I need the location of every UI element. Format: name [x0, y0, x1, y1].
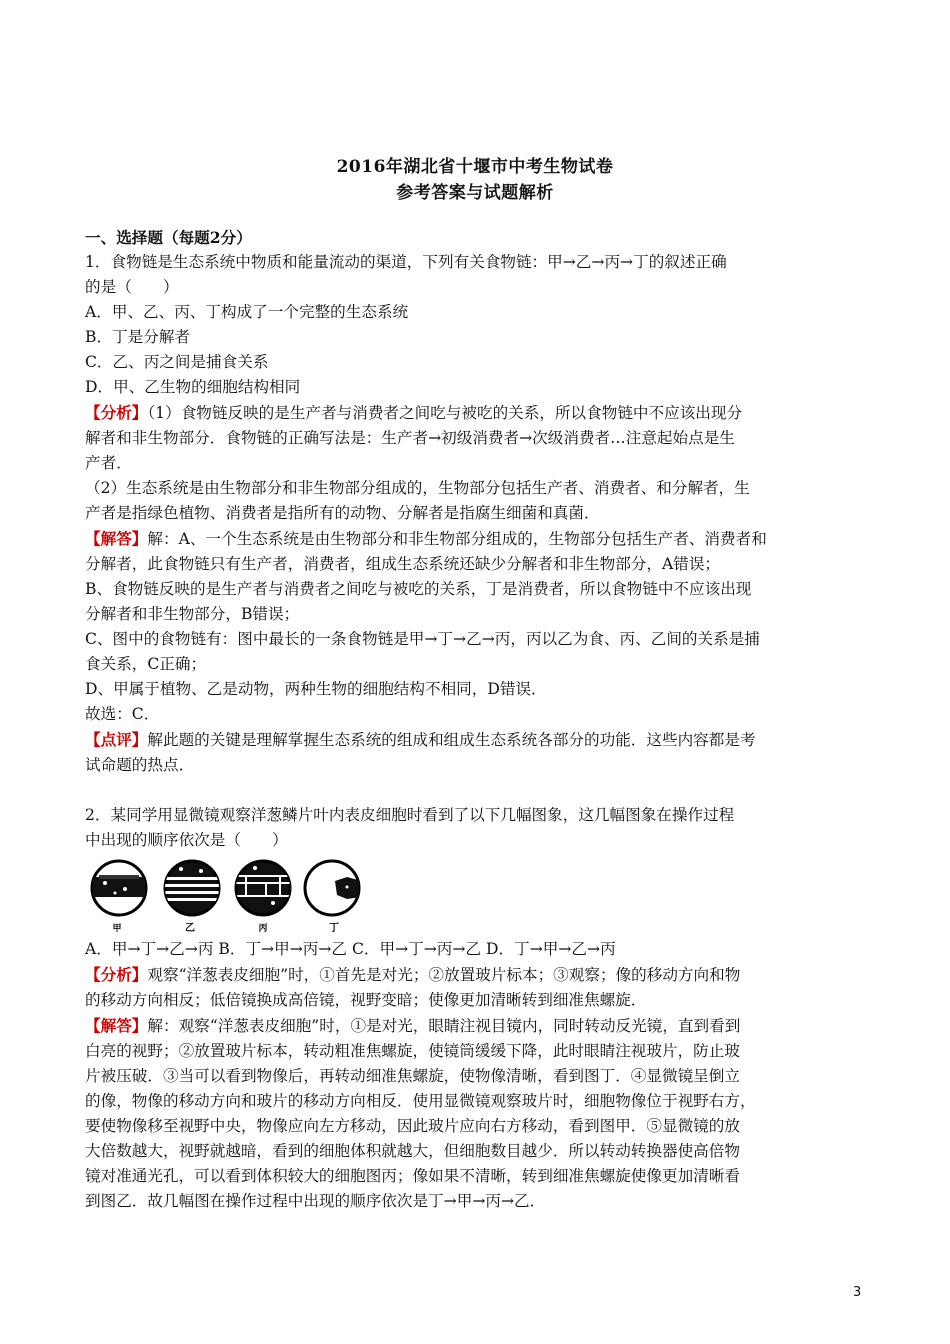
- q1-comment-line-1: 【点评】解此题的关键是理解掌握生态系统的组成和组成生态系统各部分的功能．这些内容都是考: [85, 730, 756, 749]
- q2-answer-line-4: 的像，物像的移动方向和玻片的移动方向相反．使用显微镜观察玻片时，细胞物像位于视野右方，: [85, 1092, 756, 1110]
- q2-options: A．甲→丁→乙→丙 B．丁→甲→丙→乙 C．甲→丁→丙→乙 D．丁→甲→乙→丙: [85, 940, 616, 958]
- label-yi: 乙: [185, 923, 195, 933]
- microscope-views-svg: [85, 855, 375, 933]
- q1-option-a: A．甲、乙、丙、丁构成了一个完整的生态系统: [85, 303, 409, 321]
- spacer: [85, 778, 867, 803]
- view-yi: [165, 861, 219, 915]
- q1-analysis-line-3: 产者．: [85, 454, 132, 472]
- q2-answer-line-2: 白亮的视野；②放置玻片标本，转动粗准焦螺旋，使镜筒缓缓下降，此时眼睛注视玻片，防止玻: [85, 1042, 740, 1060]
- microscope-views-figure: [85, 855, 867, 933]
- answer-tag: 【解答】: [85, 529, 148, 548]
- q1-answer-line-5: C、图中的食物链有：图中最长的一条食物链是甲→丁→乙→丙，丙以乙为食、丙、乙间的关系是捕: [85, 630, 760, 648]
- q1-analysis-line-1: 【分析】（1）食物链反映的是生产者与消费者之间吃与被吃的关系，所以食物链中不应该出现分: [85, 403, 743, 422]
- q2-stem-line-1: 2．某同学用显微镜观察洋葱鳞片叶内表皮细胞时看到了以下几幅图象，这几幅图象在操作过程: [85, 806, 735, 824]
- q1-answer-line-7: D、甲属于植物、乙是动物，两种生物的细胞结构不相同，D错误．: [85, 680, 547, 698]
- page-number: 3: [853, 1285, 862, 1300]
- q1-analysis-line-5: 产者是指绿色植物、消费者是指所有的动物、分解者是指腐生细菌和真菌．: [85, 504, 600, 522]
- document-subtitle: 参考答案与试题解析: [396, 183, 554, 203]
- q1-comment-line-2: 试命题的热点．: [85, 756, 195, 774]
- analysis-tag: 【分析】: [85, 965, 148, 984]
- q1-answer-line-1: 【解答】解：A、一个生态系统是由生物部分和非生物部分组成的，生物部分包括生产者、消费者和: [85, 529, 767, 548]
- q1-option-b: B．丁是分解者: [85, 328, 191, 346]
- document-title: 2016年湖北省十堰市中考生物试卷: [336, 157, 614, 177]
- q2-stem-line-2: 中出现的顺序依次是（ ）: [85, 831, 288, 849]
- q2-answer-line-8: 到图乙．故几幅图在操作过程中出现的顺序依次是丁→甲→丙→乙．: [85, 1192, 546, 1210]
- q1-answer-line-3: B、食物链反映的是生产者与消费者之间吃与被吃的关系，丁是消费者，所以食物链中不应该出现: [85, 580, 752, 598]
- q2-answer-line-3: 片被压破．③当可以看到物像后，再转动细准焦螺旋，使物像清晰，看到图丁．④显微镜呈倒立: [85, 1067, 740, 1085]
- label-bing: 丙: [258, 924, 268, 933]
- q2-answer-line-7: 镜对准通光孔，可以看到体积较大的细胞图丙；像如果不清晰，转到细准焦螺旋使像更加清晰看: [85, 1167, 740, 1185]
- q1-analysis-line-4: （2）生态系统是由生物部分和非生物部分组成的，生物部分包括生产者、消费者、和分解者，生: [85, 479, 750, 497]
- q1-stem-line-1: 1．食物链是生态系统中物质和能量流动的渠道，下列有关食物链：甲→乙→丙→丁的叙述正确: [85, 253, 727, 271]
- label-jia: 甲: [112, 924, 122, 933]
- q1-stem-line-2: 的是（ ）: [85, 278, 179, 296]
- section-heading: 一、选择题（每题2分）: [85, 228, 252, 247]
- q2-answer-line-1: 【解答】解：观察“洋葱表皮细胞”时，①是对光，眼睛注视目镜内，同时转动反光镜，直到看到: [85, 1016, 741, 1035]
- q1-option-c: C．乙、丙之间是捕食关系: [85, 353, 269, 371]
- analysis-tag: 【分析】: [85, 403, 148, 422]
- q1-option-d: D．甲、乙生物的细胞结构相同: [85, 378, 301, 396]
- q1-answer-line-4: 分解者和非生物部分，B错误；: [85, 605, 300, 623]
- label-ding: 丁: [329, 923, 339, 933]
- q2-analysis-line-2: 的移动方向相反；低倍镜换成高倍镜，视野变暗；使像更加清晰转到细准焦螺旋．: [85, 991, 647, 1009]
- q1-answer-line-2: 分解者，此食物链只有生产者，消费者，组成生态系统还缺少分解者和非生物部分，A错误；: [85, 555, 721, 573]
- q2-answer-line-6: 大倍数越大，视野就越暗，看到的细胞体积就越大，但细胞数目越少．所以转动转换器使高倍物: [85, 1142, 740, 1160]
- document-body: [85, 225, 867, 1214]
- q1-answer-line-6: 食关系，C正确；: [85, 655, 207, 673]
- comment-tag: 【点评】: [85, 730, 148, 749]
- q2-answer-line-5: 要使物像移至视野中央，物像应向左方移动，因此玻片应向右方移动，看到图甲．⑤显微镜的放: [85, 1117, 740, 1135]
- view-ding: [305, 861, 361, 915]
- view-jia: [92, 861, 146, 915]
- q2-analysis-line-1: 【分析】观察“洋葱表皮细胞”时，①首先是对光；②放置玻片标本；③观察；像的移动方向和物: [85, 965, 741, 984]
- q1-answer-line-8: 故选：C．: [85, 705, 160, 723]
- q1-analysis-line-2: 解者和非生物部分．食物链的正确写法是：生产者→初级消费者→次级消费者…注意起始点是生: [85, 429, 735, 447]
- answer-tag: 【解答】: [85, 1016, 148, 1035]
- view-bing: [236, 861, 290, 915]
